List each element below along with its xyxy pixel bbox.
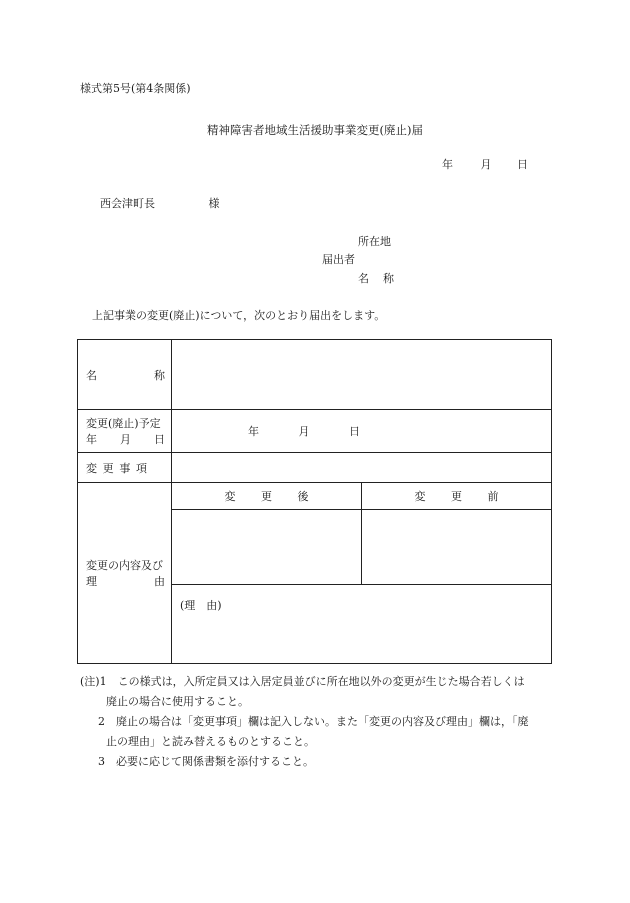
content-label-cell: 変更の内容及び 理 由	[78, 483, 172, 664]
name-row	[78, 340, 552, 410]
before-header: 変 更 前	[362, 483, 552, 510]
date-row	[78, 410, 552, 453]
year-label: 年	[442, 158, 453, 171]
date-field[interactable]: 年 月 日	[172, 410, 552, 453]
date-label-cell: 変更(廃止)予定 年 月 日	[78, 410, 172, 453]
after-header: 変 更 後	[172, 483, 362, 510]
after-field[interactable]	[172, 510, 362, 585]
form-title: 精神障害者地域生活援助事業変更(廃止)届	[207, 123, 423, 137]
addressee-name: 西会津町長	[100, 197, 155, 210]
notifier-label: 届出者	[322, 253, 355, 266]
items-field[interactable]	[172, 453, 552, 483]
reason-field[interactable]	[172, 585, 552, 664]
items-row	[78, 453, 552, 483]
address-label: 所在地	[358, 235, 391, 248]
note-2-line-1: 2 廃止の場合は「変更事項」欄は記入しない。また「変更の内容及び理由」欄は，「廃	[98, 715, 529, 728]
month-label: 月	[480, 158, 492, 171]
reason-label: (理 由)	[180, 599, 222, 612]
submission-date	[442, 156, 528, 172]
note-2-line-2: 止の理由」と読み替えるものとすること。	[106, 735, 315, 748]
form-number: 様式第5号(第4条関係)	[80, 82, 191, 95]
change-header-row	[78, 483, 552, 510]
notifier-name-label: 名 称	[358, 272, 394, 285]
note-1-line-2: 廃止の場合に使用すること。	[106, 695, 249, 708]
day-label: 日	[517, 158, 528, 171]
notes	[80, 672, 529, 772]
before-field[interactable]	[362, 510, 552, 585]
name-field[interactable]	[172, 340, 552, 410]
items-label-cell: 変 更 事 項	[78, 453, 172, 483]
notification-table	[77, 339, 552, 664]
name-label-cell: 名 称	[78, 340, 172, 410]
note-3: 3 必要に応じて関係書類を添付すること。	[98, 755, 314, 768]
note-1-line-1: (注)1 この様式は，入所定員又は入居定員並びに所在地以外の変更が生じた場合若しくは	[80, 675, 525, 688]
honorific: 様	[208, 197, 220, 210]
addressee	[100, 195, 220, 211]
intro-text: 上記事業の変更(廃止)について，次のとおり届出をします。	[92, 309, 386, 322]
